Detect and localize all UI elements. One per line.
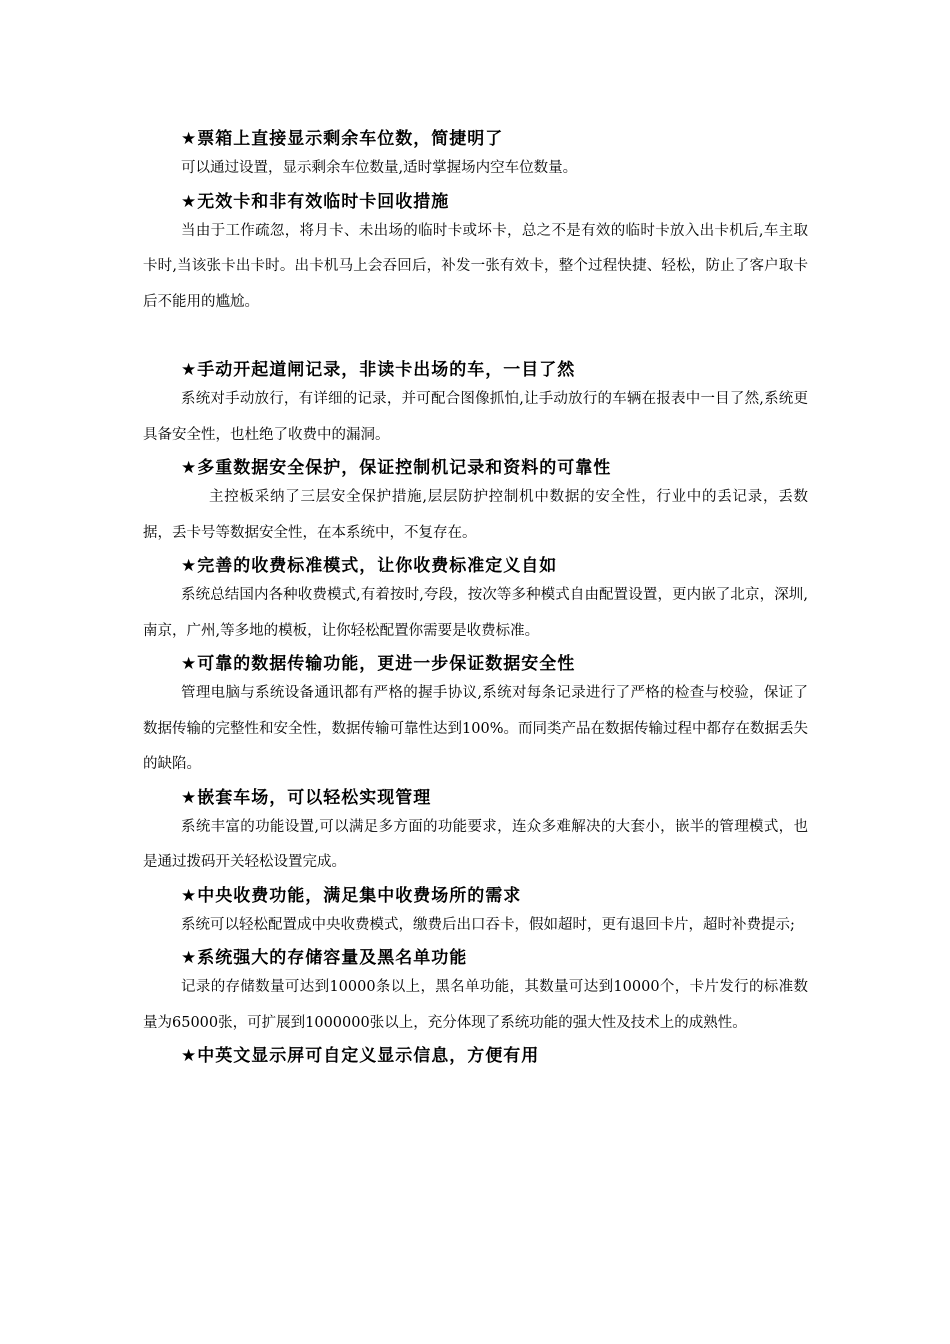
section-body-central-payment: 系统可以轻松配置成中央收费模式，缴费后出口吞卡，假如超时，更有退回卡片，超时补费提示;	[181, 916, 795, 933]
section-heading-display-screen: ★中英文显示屏可自定义显示信息，方便有用	[181, 1046, 540, 1066]
section-heading-invalid-card-recovery: ★无效卡和非有效临时卡回收措施	[181, 191, 450, 212]
section-spacer	[143, 320, 808, 355]
section-heading-data-transmission: ★可靠的数据传输功能，更进一步保证数据安全性	[181, 654, 576, 674]
section-heading-data-protection: ★多重数据安全保护，保证控制机记录和资料的可靠性	[181, 458, 612, 478]
section-heading-manual-gate-record: ★手动开起道闸记录，非读卡出场的车，一目了然	[181, 360, 576, 380]
section-body-fee-standard: 系统总结国内各种收费模式,有着按时,夸段，按次等多种模式自由配置设置，更内嵌了北京，深圳,南京，广州,等多地的模板，让你轻松配置你需要是收费标准。	[143, 587, 808, 639]
section-body-remaining-spaces: 可以通过设置，显示剩余车位数量,适时掌握场内空车位数量。	[181, 160, 578, 176]
section-heading-nested-lot: ★嵌套车场，可以轻松实现管理	[181, 787, 432, 808]
section-heading-remaining-spaces: ★票箱上直接显示剩余车位数，简捷明了	[181, 129, 504, 149]
section-body-storage-blacklist: 记录的存储数量可达到10000条以上，黑名单功能，其数量可达到10000个，卡片发行的标准数量为65000张，可扩展到1000000张以上，充分体现了系统功能的强大性及技术上的成熟性。	[143, 979, 808, 1031]
section-body-data-transmission: 管理电脑与系统设备通讯都有严格的握手协议,系统对每条记录进行了严格的检查与校验，保证了数据传输的完整性和安全性，数据传输可靠性达到100%。而同类产品在数据传输过程中都存在数据丢失的缺陷。	[143, 685, 808, 772]
section-body-invalid-card-recovery: 当由于工作疏忽，将月卡、未出场的临时卡或坏卡，总之不是有效的临时卡放入出卡机后,车主取卡时,当该张卡出卡时。出卡机马上会吞回后，补发一张有效卡，整个过程快捷、轻松，防止了客户取卡后不能用的尴尬。	[143, 222, 808, 310]
section-body-manual-gate-record: 系统对手动放行，有详细的记录，并可配合图像抓怕,让手动放行的车辆在报表中一目了然,系统更具备安全性，也杜绝了收费中的漏洞。	[143, 391, 808, 443]
section-heading-central-payment: ★中央收费功能，满足集中收费场所的需求	[181, 885, 522, 906]
section-heading-fee-standard: ★完善的收费标准模式，让你收费标准定义自如	[181, 556, 558, 576]
section-heading-storage-blacklist: ★系统强大的存储容量及黑名单功能	[181, 948, 468, 968]
section-body-data-protection: 主控板采纳了三层安全保护措施,层层防护控制机中数据的安全性，行业中的丢记录，丢数据，丢卡号等数据安全性，在本系统中，不复存在。	[143, 489, 808, 541]
document-body	[143, 124, 808, 1071]
section-body-nested-lot: 系统丰富的功能设置,可以满足多方面的功能要求，连众多难解决的大套小，嵌半的管理模式，也是通过拨码开关轻松设置完成。	[143, 818, 808, 870]
